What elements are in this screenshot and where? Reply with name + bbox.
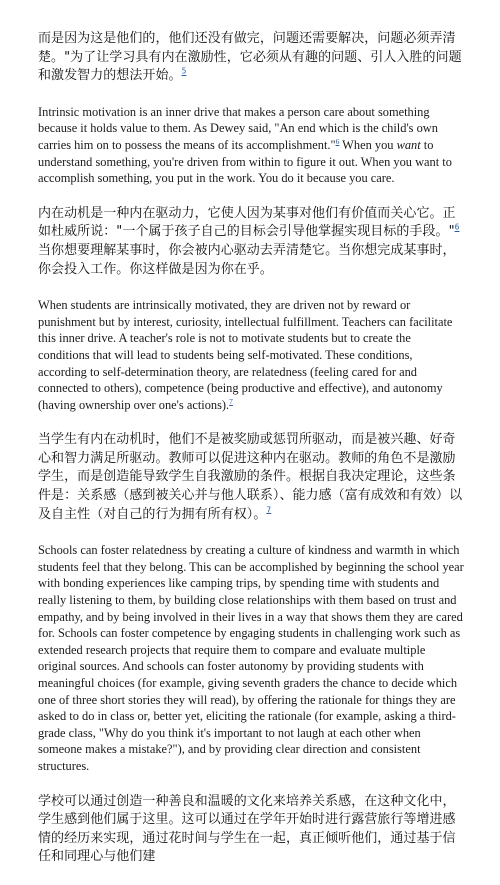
footnote-link[interactable]: 5 xyxy=(181,66,187,76)
footnote-link[interactable]: 6 xyxy=(454,223,460,233)
paragraph-text: When you xyxy=(339,137,397,152)
paragraph-text: 当你想要理解某事时，你会被内心驱动去弄清楚它。当你想完成某事时，你会投入工作。你这样做是因为你在乎。 xyxy=(38,242,456,277)
paragraph-zh-2 xyxy=(38,205,464,279)
emphasis-text: want xyxy=(396,137,421,152)
paragraph-text: 而是因为这是他们的，他们还没有做完，问题还需要解决，问题必须弄清楚。"为了让学习具有内在激励性，它必须从有趣的问题、引人入胜的问题和激发智力的想法开始。 xyxy=(38,31,462,84)
paragraph-text: to understand something, you're driven from within to figure it out. When you want to accomplish something, you put in the work. You do it because you care. xyxy=(38,137,452,186)
footnote-link[interactable]: 7 xyxy=(266,505,272,515)
paragraph-text: Intrinsic motivation is an inner drive that makes a person care about something because it holds value to them. As Dewey said, "An end which is the child's own carries him on to possess the means of its accomplishment." xyxy=(38,104,438,152)
paragraph-text: Schools can foster relatedness by creating a culture of kindness and warmth in which students feel that they belong. This can be accomplished by beginning the school year with bonding experiences like camping trips, by spending time with students and really listening to them, by building close relationships with them based on trust and empathy, and by being involved in their lives in a way that shows them they are cared for. Schools can foster competence by engaging students in challenging work such as extended research projects that require them to compare and evaluate multiple original sources. And schools can foster autonomy by providing students with meaningful choices (for example, giving seventh graders the chance to decide which one of three short stories they will read), by offering the rationale for things they are asked to do in class or, better yet, eliciting the rationale (for example, asking a third-grade class, "Why do you think it's important to not laugh at each other when someone makes a mistake?"), and by providing clear direction and consistent structures. xyxy=(38,543,464,773)
document-page xyxy=(38,30,464,885)
paragraph-text: When students are intrinsically motivated, they are driven not by reward or punishment but by interest, curiosity, intellectual fulfillment. Teachers can facilitate this inner drive. A teacher's role is not to motivate students but to create the conditions that will lead to students being self-motivated. These conditions, according to self-determination theory, are relatedness (feeling cared for and connected to others), competence (being productive and effective), and autonomy (having ownership over one's actions). xyxy=(38,298,453,412)
paragraph-text: 当学生有内在动机时，他们不是被奖励或惩罚所驱动，而是被兴趣、好奇心和智力满足所驱动。教师可以促进这种内在驱动。教师的角色不是激励学生，而是创造能导致学生自我激励的条件。根据自我决定理论，这些条件是：关系感（感到被关心并与他人联系）、能力感（富有成效和有效）以及自主性（对自己的行为拥有所有权）。 xyxy=(38,432,463,522)
paragraph-en-1 xyxy=(38,104,464,187)
paragraph-zh-4 xyxy=(38,793,464,867)
paragraph-zh-1 xyxy=(38,30,464,86)
footnote-link[interactable]: 6 xyxy=(335,136,340,146)
paragraph-text: 内在动机是一种内在驱动力，它使人因为某事对他们有价值而关心它。正如杜威所说："一个属于孩子自己的目标会引导他掌握实现目标的手段。" xyxy=(38,205,456,240)
paragraph-en-2 xyxy=(38,297,464,413)
paragraph-zh-3 xyxy=(38,431,464,524)
footnote-link[interactable]: 7 xyxy=(229,396,233,406)
paragraph-en-3 xyxy=(38,542,464,774)
paragraph-text: 学校可以通过创造一种善良和温暖的文化来培养关系感，在这种文化中，学生感到他们属于这里。这可以通过在学年开始时进行露营旅行等增进感情的经历来实现，通过花时间与学生在一起，真正倾听他们，通过基于信任和同理心与他们建 xyxy=(38,793,456,865)
